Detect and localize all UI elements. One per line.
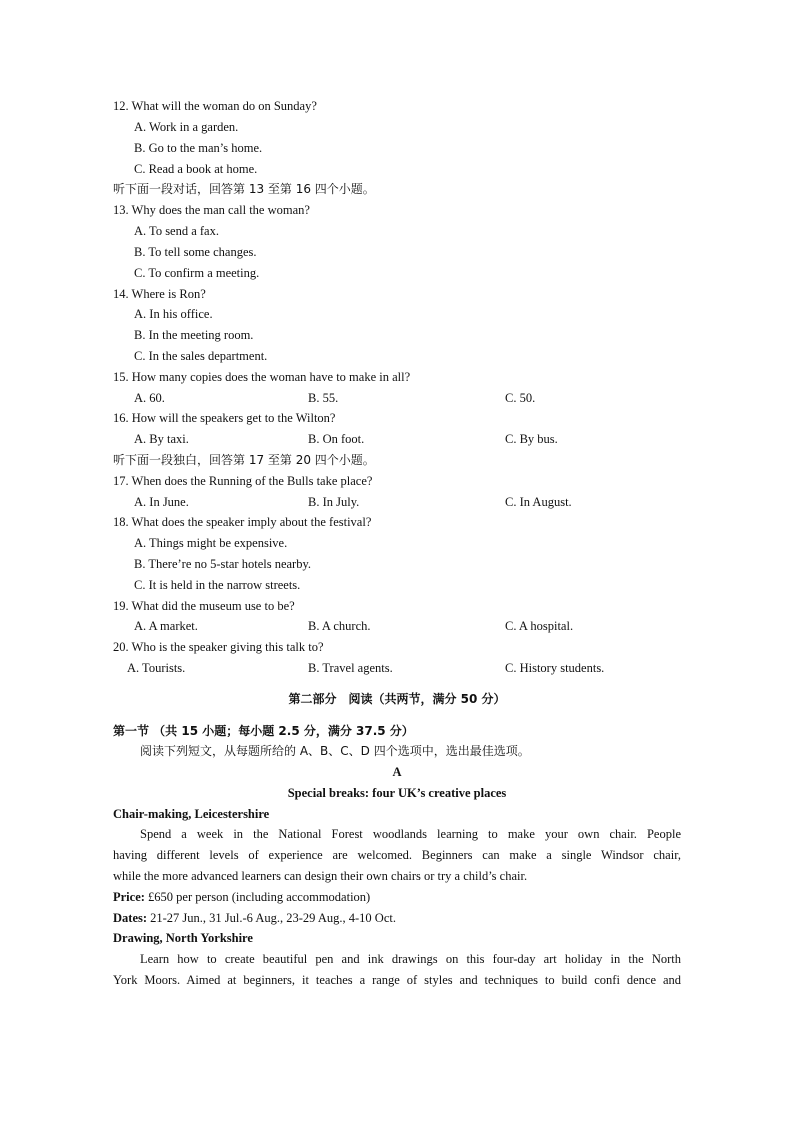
price-value: £650 per person (including accommodation) [144, 890, 371, 904]
question-19: 19. What did the museum use to be? [113, 599, 295, 613]
q19-option-b: B. A church. [308, 619, 371, 633]
q15-option-a: A. 60. [134, 391, 165, 405]
question-18: 18. What does the speaker imply about the festival? [113, 515, 372, 529]
item2-heading: Drawing, North Yorkshire [113, 931, 253, 945]
q20-options [0, 659, 794, 677]
q14-option-b: B. In the meeting room. [134, 328, 254, 342]
instruction-13-16: 听下面一段对话，回答第 13 至第 16 四个小题。 [113, 182, 375, 196]
item1-heading: Chair-making, Leicestershire [113, 807, 270, 821]
item2-line1: Learn how to create beautiful pen and ink drawings on this four-day art holiday in the North [140, 952, 681, 966]
q16-option-a: A. By taxi. [134, 432, 189, 446]
q17-option-a: A. In June. [134, 495, 189, 509]
question-13: 13. Why does the man call the woman? [113, 203, 310, 217]
reading-instruction: 阅读下列短文，从每题所给的 A、B、C、D 四个选项中，选出最佳选项。 [140, 744, 530, 758]
part2-title: 第二部分 阅读（共两节，满分 50 分） [288, 692, 506, 706]
q14-option-c: C. In the sales department. [134, 349, 268, 363]
dates-value: 21-27 Jun., 31 Jul.-6 Aug., 23-29 Aug., 4-10 Oct. [147, 911, 396, 925]
q17-options [0, 493, 794, 511]
q13-option-a: A. To send a fax. [134, 224, 219, 238]
q15-option-c: C. 50. [505, 391, 536, 405]
q20-option-b: B. Travel agents. [308, 661, 393, 675]
item1-price [113, 888, 370, 906]
q15-option-b: B. 55. [308, 391, 339, 405]
item1-dates [113, 909, 396, 927]
q12-option-b: B. Go to the man’s home. [134, 141, 263, 155]
item1-line2: having different levels of experience are welcomed. Beginners can make a single Windsor chair, [113, 848, 681, 862]
passage-title: Special breaks: four UK’s creative places [287, 786, 507, 800]
q13-option-c: C. To confirm a meeting. [134, 266, 260, 280]
q19-option-c: C. A hospital. [505, 619, 574, 633]
price-label: Price: [113, 890, 145, 904]
q18-option-a: A. Things might be expensive. [134, 536, 288, 550]
q16-options [0, 430, 794, 448]
q19-option-a: A. A market. [134, 619, 198, 633]
item1-line3: while the more advanced learners can design their own chairs or try a child’s chair. [113, 869, 528, 883]
q18-option-c: C. It is held in the narrow streets. [134, 578, 301, 592]
q18-option-b: B. There’re no 5-star hotels nearby. [134, 557, 312, 571]
question-17: 17. When does the Running of the Bulls take place? [113, 474, 373, 488]
item1-line1: Spend a week in the National Forest woodlands learning to make your own chair. People [140, 827, 681, 841]
q16-option-c: C. By bus. [505, 432, 558, 446]
passage-letter: A [392, 765, 402, 779]
q15-options [0, 389, 794, 407]
question-12: 12. What will the woman do on Sunday? [113, 99, 317, 113]
q16-option-b: B. On foot. [308, 432, 365, 446]
question-15: 15. How many copies does the woman have to make in all? [113, 370, 411, 384]
question-14: 14. Where is Ron? [113, 287, 206, 301]
q17-option-c: C. In August. [505, 495, 572, 509]
question-16: 16. How will the speakers get to the Wilton? [113, 411, 336, 425]
dates-label: Dates: [113, 911, 148, 925]
q12-option-a: A. Work in a garden. [134, 120, 239, 134]
q14-option-a: A. In his office. [134, 307, 213, 321]
item2-line2: York Moors. Aimed at beginners, it teaches a range of styles and techniques to build confi dence and [113, 973, 681, 987]
q20-option-c: C. History students. [505, 661, 605, 675]
q19-options [0, 617, 794, 635]
instruction-17-20: 听下面一段独白，回答第 17 至第 20 四个小题。 [113, 453, 375, 467]
q13-option-b: B. To tell some changes. [134, 245, 257, 259]
q17-option-b: B. In July. [308, 495, 360, 509]
question-20: 20. Who is the speaker giving this talk to? [113, 640, 324, 654]
q12-option-c: C. Read a book at home. [134, 162, 258, 176]
q20-option-a: A. Tourists. [127, 661, 186, 675]
section1-heading: 第一节 （共 15 小题；每小题 2.5 分，满分 37.5 分） [113, 724, 414, 738]
